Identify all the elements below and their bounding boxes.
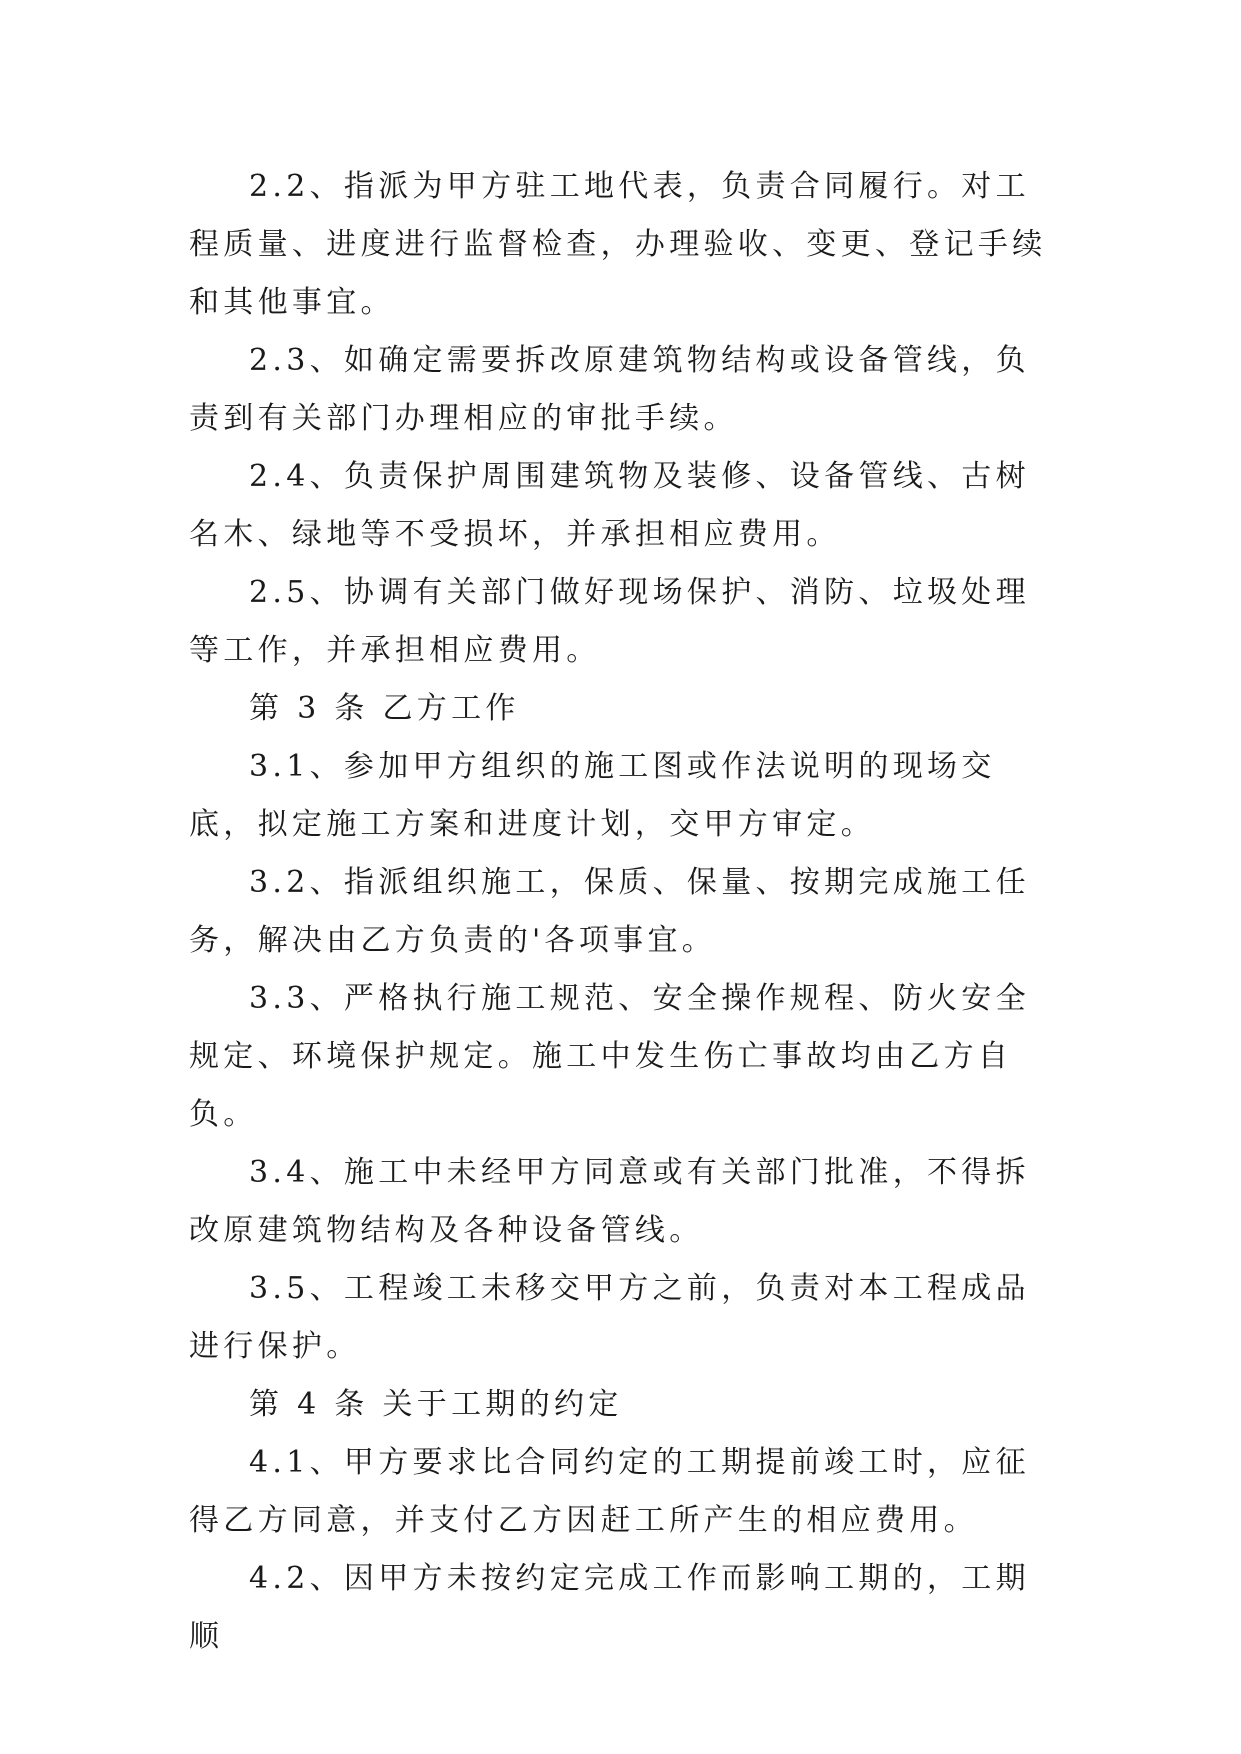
clause-3-1: 3.1、参加甲方组织的施工图或作法说明的现场交底，拟定施工方案和进度计划，交甲方审定。 xyxy=(189,749,996,842)
clause-4-2: 4.2、因甲方未按约定完成工作而影响工期的，工期顺 xyxy=(189,1561,1030,1654)
clause-2-2: 2.2、指派为甲方驻工地代表，负责合同履行。对工程质量、进度进行监督检查，办理验收、变更、登记手续和其他事宜。 xyxy=(189,169,1047,320)
clause-2-4: 2.4、负责保护周围建筑物及装修、设备管线、古树名木、绿地等不受损坏，并承担相应费用。 xyxy=(189,459,1030,552)
clause-4-1: 4.1、甲方要求比合同约定的工期提前竣工时，应征得乙方同意，并支付乙方因赶工所产生的相应费用。 xyxy=(189,1445,1030,1538)
clause-2-3: 2.3、如确定需要拆改原建筑物结构或设备管线，负责到有关部门办理相应的审批手续。 xyxy=(189,343,1030,436)
clause-3-2: 3.2、指派组织施工，保质、保量、按期完成施工任务，解决由乙方负责的'各项事宜。 xyxy=(189,865,1030,958)
clause-3-5: 3.5、工程竣工未移交甲方之前，负责对本工程成品进行保护。 xyxy=(189,1271,1030,1364)
clause-3-3: 3.3、严格执行施工规范、安全操作规程、防火安全规定、环境保护规定。施工中发生伤亡事故均由乙方自负。 xyxy=(189,981,1030,1132)
article-3-heading: 第 3 条 乙方工作 xyxy=(249,691,520,726)
article-4-heading: 第 4 条 关于工期的约定 xyxy=(249,1387,623,1422)
clause-3-4: 3.4、施工中未经甲方同意或有关部门批准，不得拆改原建筑物结构及各种设备管线。 xyxy=(189,1155,1030,1248)
clause-2-5: 2.5、协调有关部门做好现场保护、消防、垃圾处理等工作，并承担相应费用。 xyxy=(189,575,1030,668)
document-body xyxy=(189,158,1059,1666)
